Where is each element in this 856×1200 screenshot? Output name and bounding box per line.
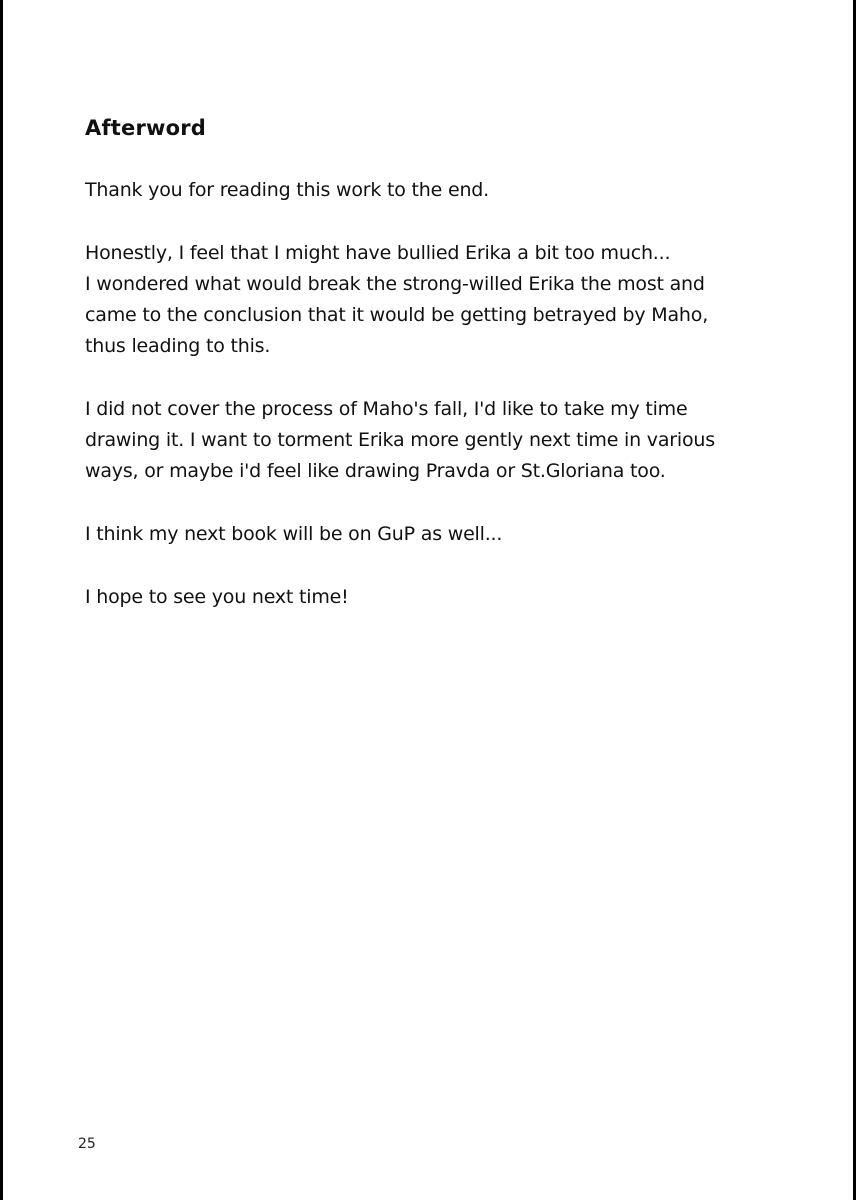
paragraph-next-book	[85, 519, 785, 550]
text-line: came to the conclusion that it would be getting betrayed by Maho,	[85, 304, 709, 326]
afterword-heading: Afterword	[85, 116, 207, 140]
paragraph-honestly	[85, 238, 785, 362]
text-line: I did not cover the process of Maho's fall, I'd like to take my time	[85, 398, 688, 420]
text-line: I wondered what would break the strong-willed Erika the most and	[85, 273, 705, 295]
afterword-content	[85, 114, 785, 645]
text-line: Thank you for reading this work to the end.	[85, 179, 489, 201]
text-line: ways, or maybe i'd feel like drawing Pravda or St.Gloriana too.	[85, 460, 666, 482]
text-line: I hope to see you next time!	[85, 586, 349, 608]
text-line: Honestly, I feel that I might have bullied Erika a bit too much...	[85, 242, 671, 264]
paragraph-farewell	[85, 582, 785, 613]
text-line: I think my next book will be on GuP as well...	[85, 523, 503, 545]
paragraph-thanks	[85, 175, 785, 206]
text-line: drawing it. I want to torment Erika more gently next time in various	[85, 429, 715, 451]
paragraph-process	[85, 394, 785, 487]
text-line: thus leading to this.	[85, 335, 271, 357]
page-number: 25	[78, 1136, 96, 1152]
